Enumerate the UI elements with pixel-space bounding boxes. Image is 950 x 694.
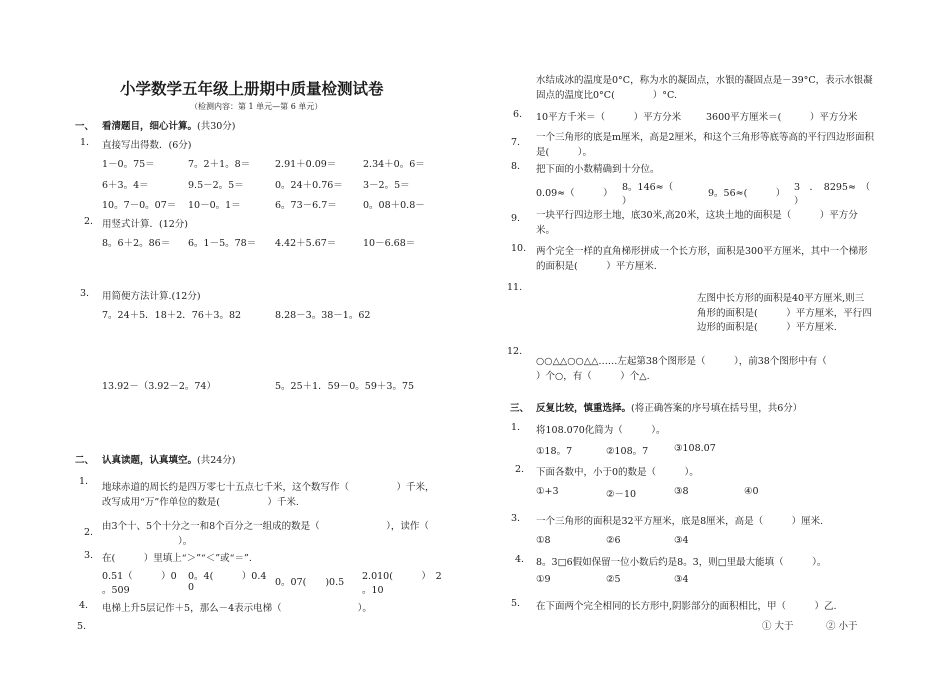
section-3-note: (将正确答案的序号填在括号里，共6分）: [631, 403, 803, 414]
choice-option: ③108.07: [674, 443, 716, 454]
s2-q10-line1: 两个完全一样的直角梯形拼成一个长方形，面积是300平方厘米，其中一个梯形: [536, 246, 868, 257]
section-2-score: (共24分): [197, 455, 236, 466]
s2-q11-line2: 角形的面积是( ）平方厘米，平行四: [697, 308, 872, 319]
s3-q4-number: 4.: [515, 554, 525, 565]
oral-calc-item: 10－0。1＝: [188, 200, 241, 211]
s2-q7-line1: 一个三角形的底是m厘米，高是2厘米，和这个三角形等底等高的平行四边形面积: [536, 132, 875, 143]
section-1-score: (共30分): [197, 121, 236, 132]
simplify-calc-item: 5。25＋1．59－0。59＋3。75: [275, 381, 415, 392]
s2-q6-part-a: 10平方千米＝（ ）平方分米: [536, 112, 682, 123]
choice-option: ②－10: [606, 489, 637, 500]
compare-item: 2.010( ） 2: [362, 571, 442, 582]
page-subtitle: （检测内容：第 1 单元—第 6 单元）: [190, 102, 323, 111]
s2-q12-line2: ）个○，有（ ）个△.: [536, 371, 650, 382]
s2-q6-part-b: 3600平方厘米＝( ）平方分米: [706, 112, 858, 123]
s3-q5-number: 5.: [511, 598, 521, 609]
section-3-title: 反复比较，慎重选择。: [536, 403, 632, 414]
s2-q1-number: 1.: [79, 476, 89, 487]
s2-q5-line1: 水结成冰的温度是0°C，称为水的凝固点，水银的凝固点是－39°C，表示水银凝: [536, 75, 873, 86]
vertical-calc-item: 8。6＋2。86＝: [102, 238, 171, 249]
oral-calc-item: 6＋3。4＝: [102, 180, 149, 191]
s2-q12-line1: ○○△△○○△△……左起第38个图形是（ ），前38个图形中有（: [536, 356, 827, 367]
simplify-calc-item: 8.28－3。38－1。62: [275, 310, 371, 321]
oral-calc-item: 2.91＋0.09＝: [275, 159, 337, 170]
s2-q12-number: 12.: [507, 346, 523, 357]
s3-q3-text: 一个三角形的面积是32平方厘米，底是8厘米，高是（ ）厘米.: [536, 516, 824, 527]
vertical-calc-item: 4.42＋5.67＝: [275, 238, 337, 249]
page-title: 小学数学五年级上册期中质量检测试卷: [120, 80, 384, 98]
oral-calc-item: 9.5－2。5＝: [188, 180, 244, 191]
s2-q8-number: 8.: [511, 161, 521, 172]
vertical-calc-item: 6。1－5。78＝: [188, 238, 257, 249]
choice-option: ①9: [536, 574, 551, 585]
choice-option: ③8: [674, 486, 689, 497]
section-2-heading: [102, 452, 236, 466]
compare-item-wrap: 。10: [362, 585, 384, 596]
section-2-title: 认真读题，认真填空。: [102, 455, 198, 466]
section-3-heading: [536, 400, 802, 414]
section-1-title: 看清题目，细心计算。: [102, 121, 198, 132]
s2-q3-number: 3.: [84, 550, 94, 561]
section-3-number: 三、: [510, 403, 530, 414]
oral-calc-item: 1－0。75＝: [102, 159, 155, 170]
choice-option: ④0: [744, 486, 759, 497]
s1-q1-text: 直接写出得数．(6分): [102, 140, 192, 151]
s2-q11-line3: 边形的面积是( ）平方厘米.: [697, 322, 837, 333]
choice-option: ②108。7: [606, 446, 649, 457]
choice-option: ③4: [674, 574, 689, 585]
s2-q9-line1: 一块平行四边形土地，底30米,高20米，这块土地的面积是（ ）平方分: [536, 210, 858, 221]
rounding-item: 0.09≈（ ）: [536, 188, 613, 199]
simplify-calc-item: 7。24＋5．18＋2．76＋3。82: [102, 310, 242, 321]
s2-q6-number: 6.: [513, 109, 523, 120]
s2-q1-line1: 地球赤道的周长约是四万零七十五点七千米，这个数写作（ ）千米，: [102, 482, 435, 493]
s2-q5-line2: 固点的温度比0°C( ）°C.: [536, 90, 677, 101]
compare-item-wrap: 。509: [102, 585, 130, 596]
compare-item: 0。4( ）0.4: [188, 571, 267, 582]
choice-option: ②6: [606, 535, 621, 546]
vertical-calc-item: 10－6.68＝: [363, 238, 416, 249]
rounding-item-wrap: ）: [622, 196, 632, 207]
choice-option: ③4: [674, 535, 689, 546]
s2-q2-number: 2.: [84, 527, 94, 538]
oral-calc-item: 2.34＋0。6＝: [363, 159, 425, 170]
s2-q9-line2: 米。: [536, 225, 556, 236]
oral-calc-item: 10。7－0。07＝: [102, 200, 177, 211]
choice-option: ②5: [606, 574, 621, 585]
s2-q3-text: 在( ）里填上“＞”“＜”或“＝”.: [102, 553, 252, 564]
simplify-calc-item: 13.92－（3.92－2。74）: [102, 381, 216, 392]
s2-q4-text: 电梯上升5层记作＋5，那么－4表示电梯（ ）。: [102, 603, 372, 614]
choice-option: ① 大于: [762, 621, 794, 632]
s3-q2-number: 2.: [515, 464, 525, 475]
s2-q2-line2: ）。: [102, 536, 193, 547]
rounding-item: 9。56≈( ）: [708, 188, 786, 199]
rounding-item-wrap: ）: [794, 196, 804, 207]
oral-calc-item: 0。24＋0.76＝: [275, 180, 343, 191]
s1-q2-number: 2.: [84, 216, 94, 227]
s2-q8-text: 把下面的小数精确到十分位。: [536, 164, 660, 175]
compare-item: 0.51（ ）0: [102, 571, 177, 582]
s3-q3-number: 3.: [511, 513, 521, 524]
s2-q5-number: 5.: [77, 621, 87, 632]
s2-q2-line1: 由3个十、5个十分之一和8个百分之一组成的数是（ ），读作（: [102, 521, 429, 532]
section-1-heading: [102, 118, 236, 132]
s3-q2-text: 下面各数中，小于0的数是（ ）。: [536, 467, 699, 478]
s2-q7-line2: 是( ）。: [536, 147, 592, 158]
compare-item-wrap: 0: [188, 582, 195, 593]
s3-q1-text: 将108.070化简为（ ）。: [536, 425, 666, 436]
s2-q1-line2: 改写成用“万”作单位的数是( ）千米.: [102, 497, 299, 508]
s2-q11-line1: 左图中长方形的面积是40平方厘米,则三: [697, 293, 865, 304]
s2-q11-number: 11.: [507, 282, 523, 293]
s2-q4-number: 4.: [79, 600, 89, 611]
s2-q7-number: 7.: [511, 137, 521, 148]
choice-option: ①8: [536, 535, 551, 546]
s1-q1-number: 1.: [80, 137, 90, 148]
s3-q1-number: 1.: [511, 422, 521, 433]
s2-q9-number: 9.: [511, 213, 521, 224]
oral-calc-item: 6。73－6.7＝: [275, 200, 337, 211]
oral-calc-item: 3－2。5＝: [363, 180, 410, 191]
s1-q3-number: 3.: [80, 288, 90, 299]
choice-option: ①+3: [536, 486, 559, 497]
section-2-number: 二、: [75, 455, 95, 466]
s1-q3-text: 用简便方法计算.(12分): [102, 291, 201, 302]
s3-q4-text: 8。3□6假如保留一位小数后约是8。3，则□里最大能填（ ）。: [536, 557, 827, 568]
s3-q5-text: 在下面两个完全相同的长方形中,阴影部分的面积相比，甲（ ）乙.: [536, 601, 837, 612]
rounding-item: 8。146≈（: [622, 182, 674, 193]
choice-option: ② 小于: [826, 621, 858, 632]
compare-item: 0。07( )0.5: [275, 577, 345, 588]
s2-q10-number: 10.: [511, 243, 527, 254]
rounding-item: 3 ． 8295≈ （: [794, 182, 871, 193]
s2-q10-line2: 的面积是( ）平方厘米.: [536, 261, 657, 272]
s1-q2-text: 用竖式计算．(12分): [102, 219, 189, 230]
oral-calc-item: 7。2＋1。8＝: [188, 159, 251, 170]
choice-option: ①18。7: [536, 446, 573, 457]
oral-calc-item: 0。08＋0.8－: [363, 200, 425, 211]
section-1-number: 一、: [75, 121, 95, 132]
